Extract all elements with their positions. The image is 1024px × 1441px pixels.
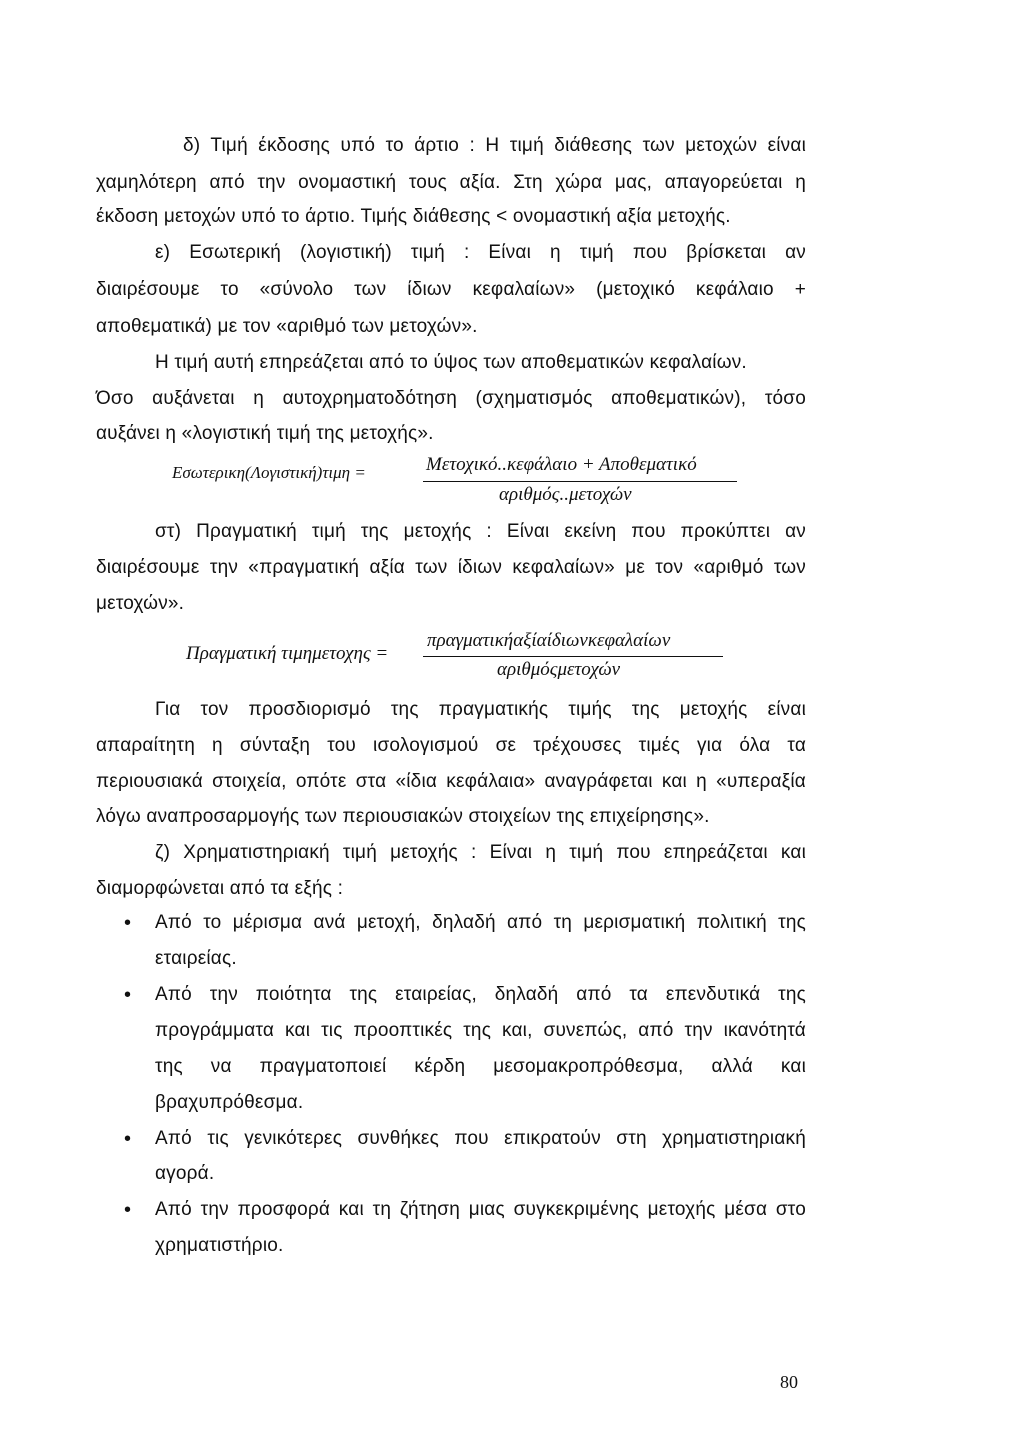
paragraph-st-line-3: μετοχών». — [96, 593, 185, 614]
bullet-1-line-1: Από το μέρισμα ανά μετοχή, δηλαδή από τη μερισματική πολιτική της — [155, 912, 806, 933]
bullet-3-line-2: αγορά. — [155, 1163, 215, 1184]
paragraph-d-line-1: δ) Τιμή έκδοσης υπό το άρτιο : Η τιμή διάθεσης των μετοχών είναι — [183, 135, 806, 156]
bullet-4-line-2: χρηματιστήριο. — [155, 1235, 284, 1256]
paragraph-real-line-1: Για τον προσδιορισμό της πραγματικής τιμής της μετοχής είναι — [155, 699, 806, 720]
paragraph-st-line-2: διαιρέσουμε την «πραγματική αξία των ίδιων κεφαλαίων» με τον «αριθμό των — [96, 557, 806, 578]
paragraph-z-line-1: ζ) Χρηματιστηριακή τιμή μετοχής : Είναι η τιμή που επηρεάζεται και — [155, 842, 806, 863]
paragraph-d-line-3: έκδοση μετοχών υπό το άρτιο. Τιμής διάθεσης < ονομαστική αξία μετοχής. — [96, 206, 731, 227]
paragraph-e-line-2: διαιρέσουμε το «σύνολο των ίδιων κεφαλαίων» (μετοχικό κεφάλαιο + — [96, 279, 806, 300]
paragraph-real-line-4: λόγω αναπροσαρμογής των περιουσιακών στοιχείων της επιχείρησης». — [96, 806, 710, 827]
bullet-2-line-1: Από την ποιότητα της εταιρείας, δηλαδή από τα επενδυτικά της — [155, 984, 806, 1005]
bullet-2-line-2: προγράμματα και τις προοπτικές της και, συνεπώς, από την ικανότητά — [155, 1020, 806, 1041]
paragraph-z-line-2: διαμορφώνεται από τα εξής : — [96, 878, 344, 899]
formula-1-numerator: Μετοχικό..κεφάλαιο + Αποθεματικό — [426, 454, 697, 475]
formula-1-lhs: Εσωτερικη(Λογιστική)τιμη = — [172, 463, 366, 482]
bullet-4-line-1: Από την προσφορά και τη ζήτηση μιας συγκεκριμένης μετοχής μέσα στο — [155, 1199, 806, 1220]
paragraph-real-line-2: απαραίτητη η σύνταξη του ισολογισμού σε τρέχουσες τιμές για όλα τα — [96, 735, 806, 756]
paragraph-e-line-5: Όσο αυξάνεται η αυτοχρηματοδότηση (σχηματισμός αποθεματικών), τόσο — [96, 388, 806, 409]
page-number: 80 — [780, 1372, 798, 1392]
bullet-2-line-3: της να πραγματοποιεί κέρδη μεσομακροπρόθεσμα, αλλά και — [155, 1056, 806, 1077]
paragraph-real-line-3: περιουσιακά στοιχεία, οπότε στα «ίδια κεφάλαια» αναγράφεται και η «υπεραξία — [96, 771, 806, 792]
formula-1-fraction-bar — [423, 481, 737, 482]
bullet-3-marker: • — [124, 1128, 132, 1150]
formula-1-denominator: αριθμός..μετοχών — [499, 484, 632, 505]
bullet-1-marker: • — [124, 912, 132, 934]
paragraph-e-line-1: ε) Εσωτερική (λογιστική) τιμή : Είναι η τιμή που βρίσκεται αν — [155, 242, 806, 263]
formula-2-numerator: πραγματικήαξίαίδιωνκεφαλαίων — [427, 630, 671, 651]
formula-2-lhs: Πραγματική τιμημετοχης = — [186, 643, 389, 664]
bullet-1-line-2: εταιρείας. — [155, 948, 237, 969]
bullet-2-marker: • — [124, 984, 132, 1006]
formula-2-denominator: αριθμόςμετοχών — [497, 659, 621, 680]
formula-2-fraction-bar — [423, 656, 723, 657]
bullet-4-marker: • — [124, 1199, 132, 1221]
paragraph-d-line-2: χαμηλότερη από την ονομαστική τους αξία. Στη χώρα μας, απαγορεύεται η — [96, 172, 806, 193]
paragraph-e-line-6: αυξάνει η «λογιστική τιμή της μετοχής». — [96, 423, 434, 444]
paragraph-e-line-3: αποθεματικά) με τον «αριθμό των μετοχών». — [96, 316, 478, 337]
paragraph-e-line-4: Η τιμή αυτή επηρεάζεται από το ύψος των αποθεματικών κεφαλαίων. — [155, 352, 747, 373]
bullet-3-line-1: Από τις γενικότερες συνθήκες που επικρατούν στη χρηματιστηριακή — [155, 1128, 806, 1149]
bullet-2-line-4: βραχυπρόθεσμα. — [155, 1092, 304, 1113]
paragraph-st-line-1: στ) Πραγματική τιμή της μετοχής : Είναι εκείνη που προκύπτει αν — [155, 521, 806, 542]
